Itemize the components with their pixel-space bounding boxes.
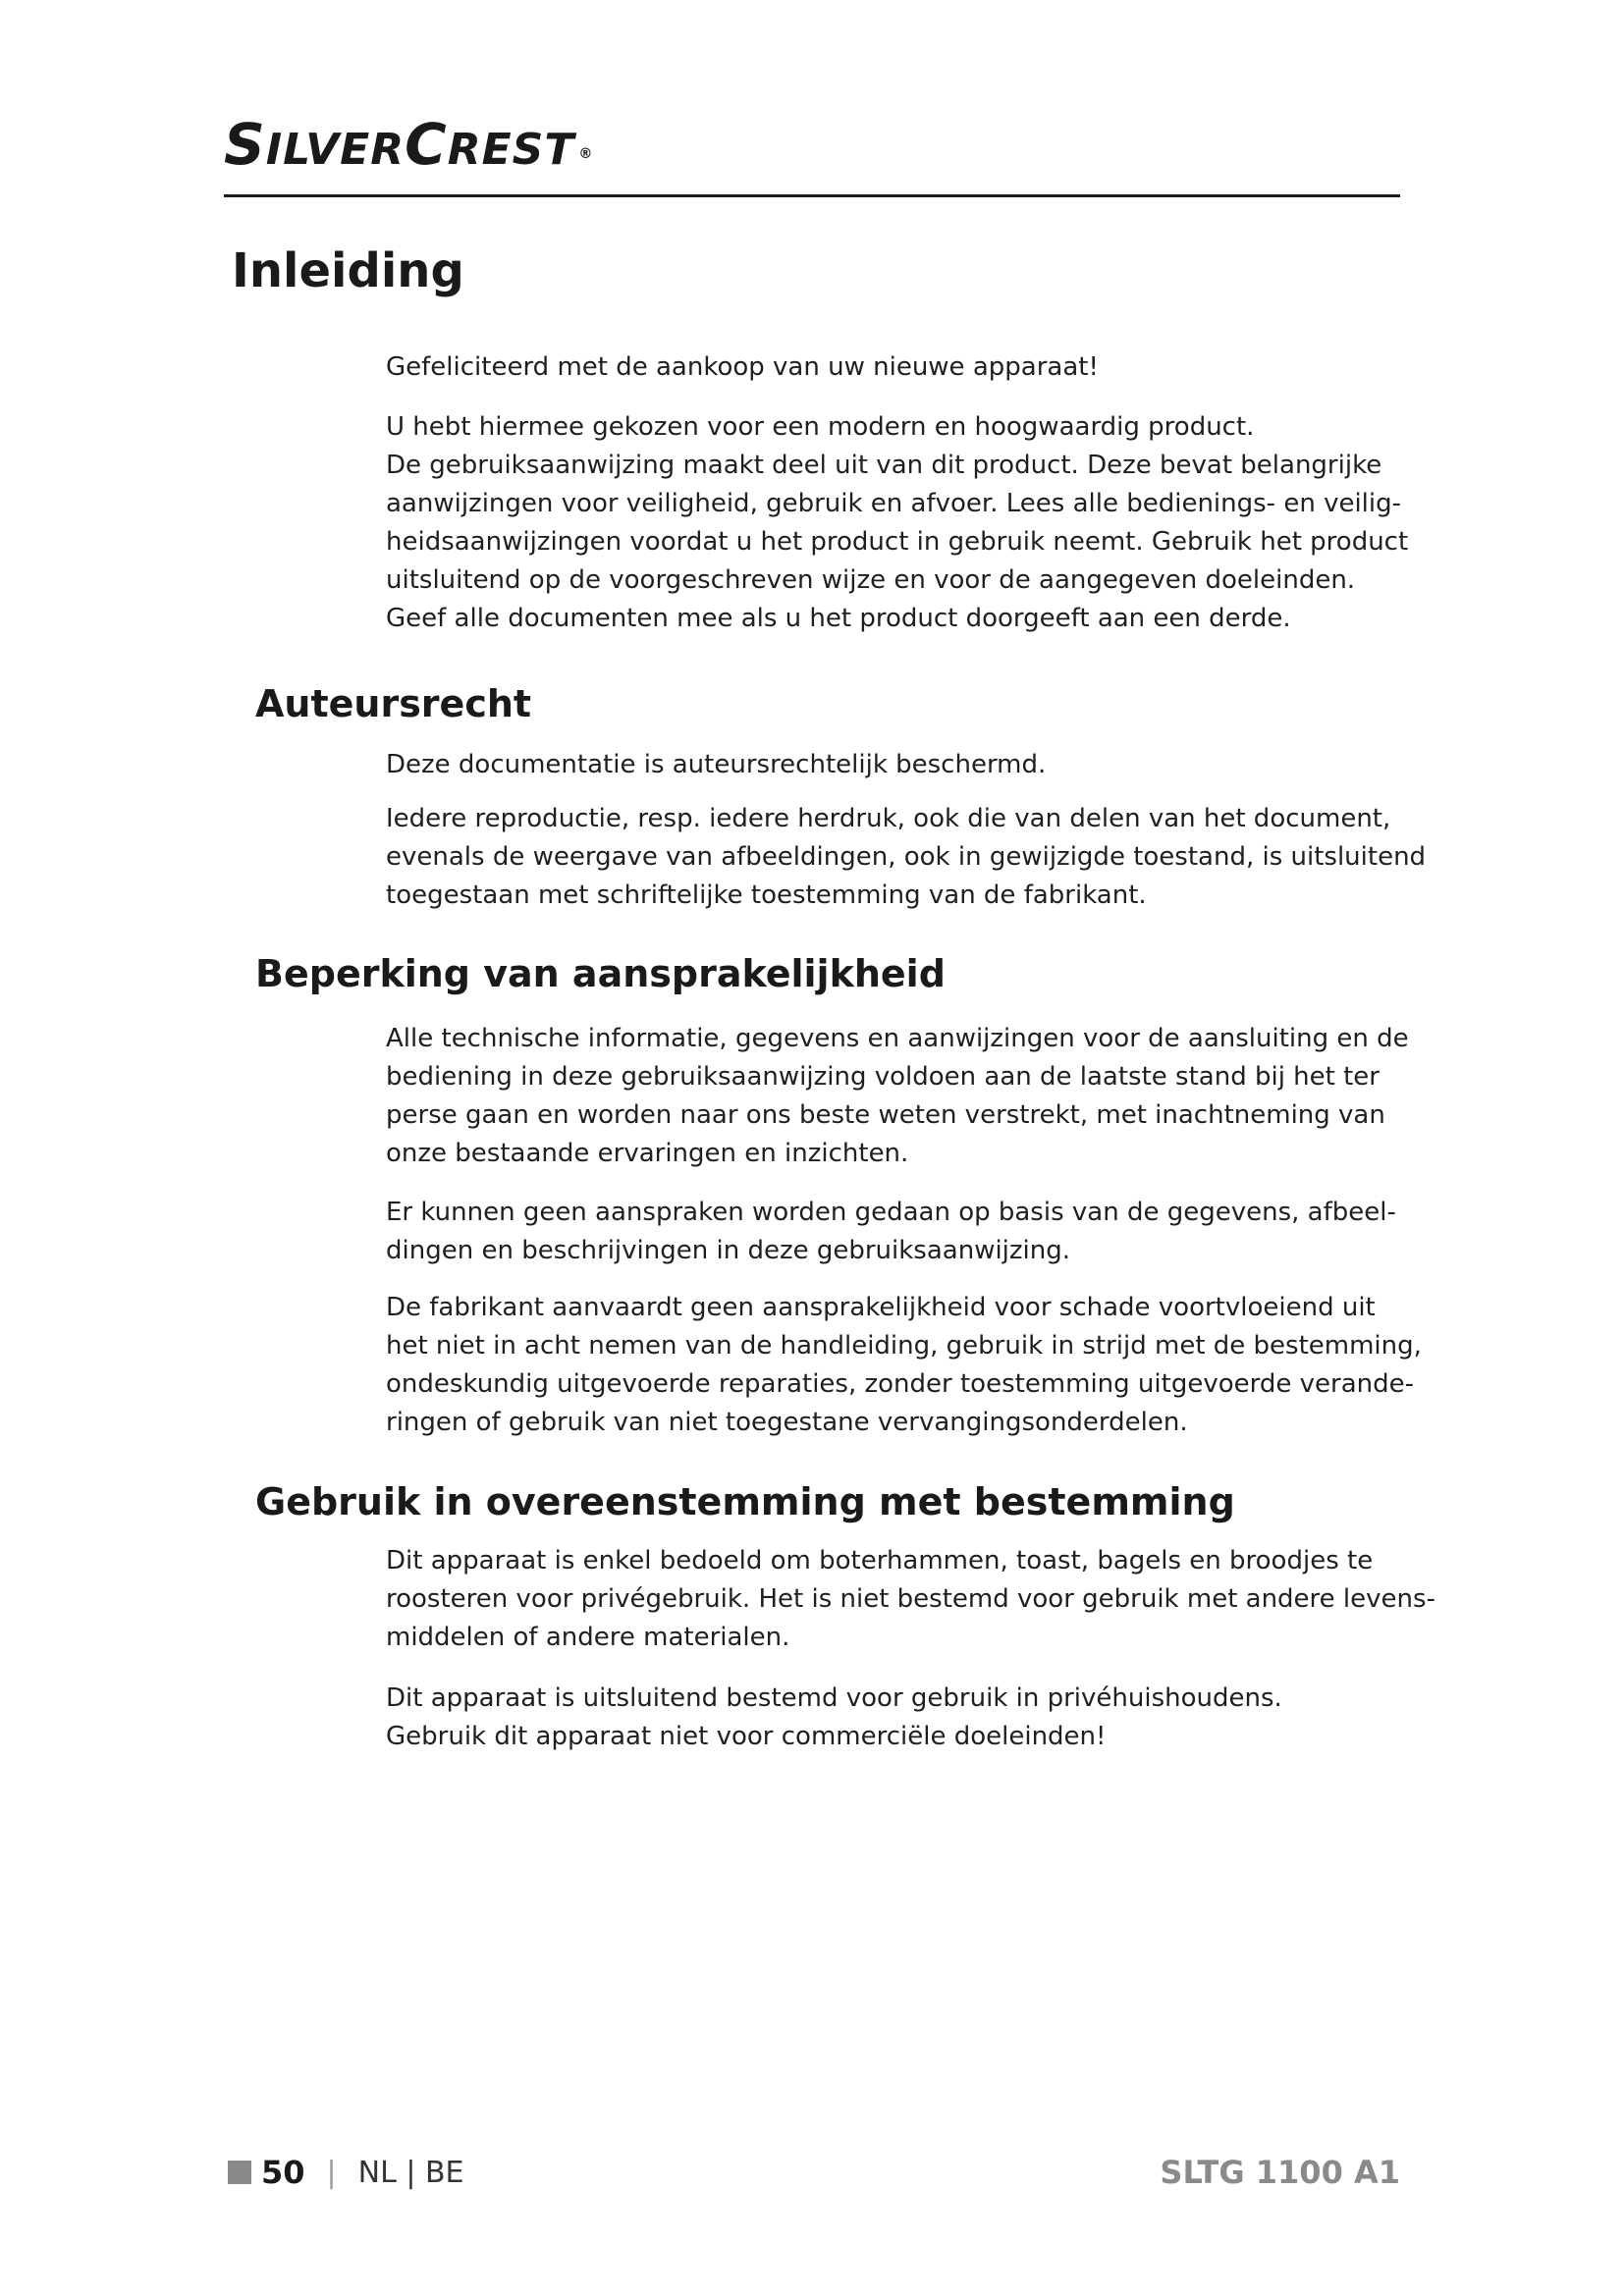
text-line: toegestaan met schriftelijke toestemming van de fabrikant. bbox=[386, 881, 1147, 910]
intended-use-paragraph-1 bbox=[386, 1542, 1435, 1657]
text-line: Er kunnen geen aanspraken worden gedaan op basis van de gegevens, afbeel- bbox=[386, 1198, 1396, 1227]
language-code: NL | BE bbox=[357, 2155, 464, 2190]
intended-use-paragraph-2 bbox=[386, 1680, 1417, 1756]
brand-letter: S bbox=[224, 111, 266, 178]
copyright-paragraph-2 bbox=[386, 800, 1427, 915]
liability-paragraph-3 bbox=[386, 1289, 1422, 1442]
square-icon bbox=[228, 2161, 251, 2184]
text-line: onze bestaande ervaringen en inzichten. bbox=[386, 1139, 909, 1168]
text-line: Iedere reproductie, resp. iedere herdruk, ook die van delen van het document, bbox=[386, 804, 1391, 833]
text-line: ondeskundig uitgevoerde reparaties, zonder toestemming uitgevoerde verande- bbox=[386, 1369, 1414, 1399]
model-number: SLTG 1100 A1 bbox=[1160, 2154, 1400, 2191]
brand-letter: C bbox=[405, 111, 448, 178]
text-line: Gefeliciteerd met de aankoop van uw nieuwe apparaat! bbox=[386, 352, 1099, 382]
text-line: De gebruiksaanwijzing maakt deel uit van dit product. Deze bevat belangrijke bbox=[386, 451, 1382, 480]
text-line: Alle technische informatie, gegevens en aanwijzingen voor de aansluiting en de bbox=[386, 1024, 1409, 1053]
text-line: Geef alle documenten mee als u het product doorgeeft aan een derde. bbox=[386, 604, 1291, 633]
heading-liability: Beperking van aansprakelijkheid bbox=[255, 952, 946, 995]
text-line: dingen en beschrijvingen in deze gebruiksaanwijzing. bbox=[386, 1236, 1071, 1265]
liability-paragraph-2 bbox=[386, 1194, 1417, 1270]
footer-separator: | bbox=[326, 2155, 337, 2190]
text-line: Dit apparaat is uitsluitend bestemd voor gebruik in privéhuishoudens. bbox=[386, 1683, 1282, 1713]
text-line: roosteren voor privégebruik. Het is niet bestemd voor gebruik met andere levens- bbox=[386, 1584, 1435, 1614]
heading-intended-use: Gebruik in overeenstemming met bestemming bbox=[255, 1480, 1235, 1523]
page-title: Inleiding bbox=[232, 243, 464, 298]
brand-letters: ILVER bbox=[265, 125, 406, 175]
text-line: bediening in deze gebruiksaanwijzing voldoen aan de laatste stand bij het ter bbox=[386, 1062, 1380, 1092]
text-line: perse gaan en worden naar ons beste weten verstrekt, met inachtneming van bbox=[386, 1100, 1385, 1130]
brand-logo bbox=[224, 111, 594, 178]
text-line: uitsluitend op de voorgeschreven wijze en voor de aangegeven doeleinden. bbox=[386, 565, 1356, 595]
text-line: middelen of andere materialen. bbox=[386, 1623, 790, 1652]
text-line: aanwijzingen voor veiligheid, gebruik en afvoer. Lees alle bedienings- en veilig- bbox=[386, 489, 1402, 518]
text-line: Gebruik dit apparaat niet voor commerciële doeleinden! bbox=[386, 1722, 1107, 1751]
text-line: het niet in acht nemen van de handleiding, gebruik in strijd met de bestemming, bbox=[386, 1331, 1422, 1361]
heading-copyright: Auteursrecht bbox=[255, 682, 532, 725]
text-line: evenals de weergave van afbeeldingen, ook in gewijzigde toestand, is uitsluitend bbox=[386, 842, 1427, 872]
text-line: Dit apparaat is enkel bedoeld om boterhammen, toast, bagels en broodjes te bbox=[386, 1546, 1374, 1575]
copyright-paragraph-1 bbox=[386, 746, 1417, 784]
page-footer bbox=[228, 2153, 464, 2192]
page-number: 50 bbox=[261, 2154, 305, 2191]
text-line: Deze documentatie is auteursrechtelijk beschermd. bbox=[386, 750, 1047, 779]
registered-mark: ® bbox=[578, 145, 594, 162]
text-line: De fabrikant aanvaardt geen aansprakelijkheid voor schade voortvloeiend uit bbox=[386, 1293, 1376, 1322]
intro-paragraph-2 bbox=[386, 408, 1417, 638]
text-line: ringen of gebruik van niet toegestane vervangingsonderdelen. bbox=[386, 1408, 1188, 1437]
intro-paragraph-1 bbox=[386, 348, 1417, 387]
liability-paragraph-1 bbox=[386, 1020, 1417, 1173]
text-line: U hebt hiermee gekozen voor een modern en hoogwaardig product. bbox=[386, 412, 1255, 442]
brand-letters: REST bbox=[447, 125, 575, 175]
header-divider bbox=[224, 194, 1400, 197]
text-line: heidsaanwijzingen voordat u het product in gebruik neemt. Gebruik het product bbox=[386, 527, 1409, 557]
